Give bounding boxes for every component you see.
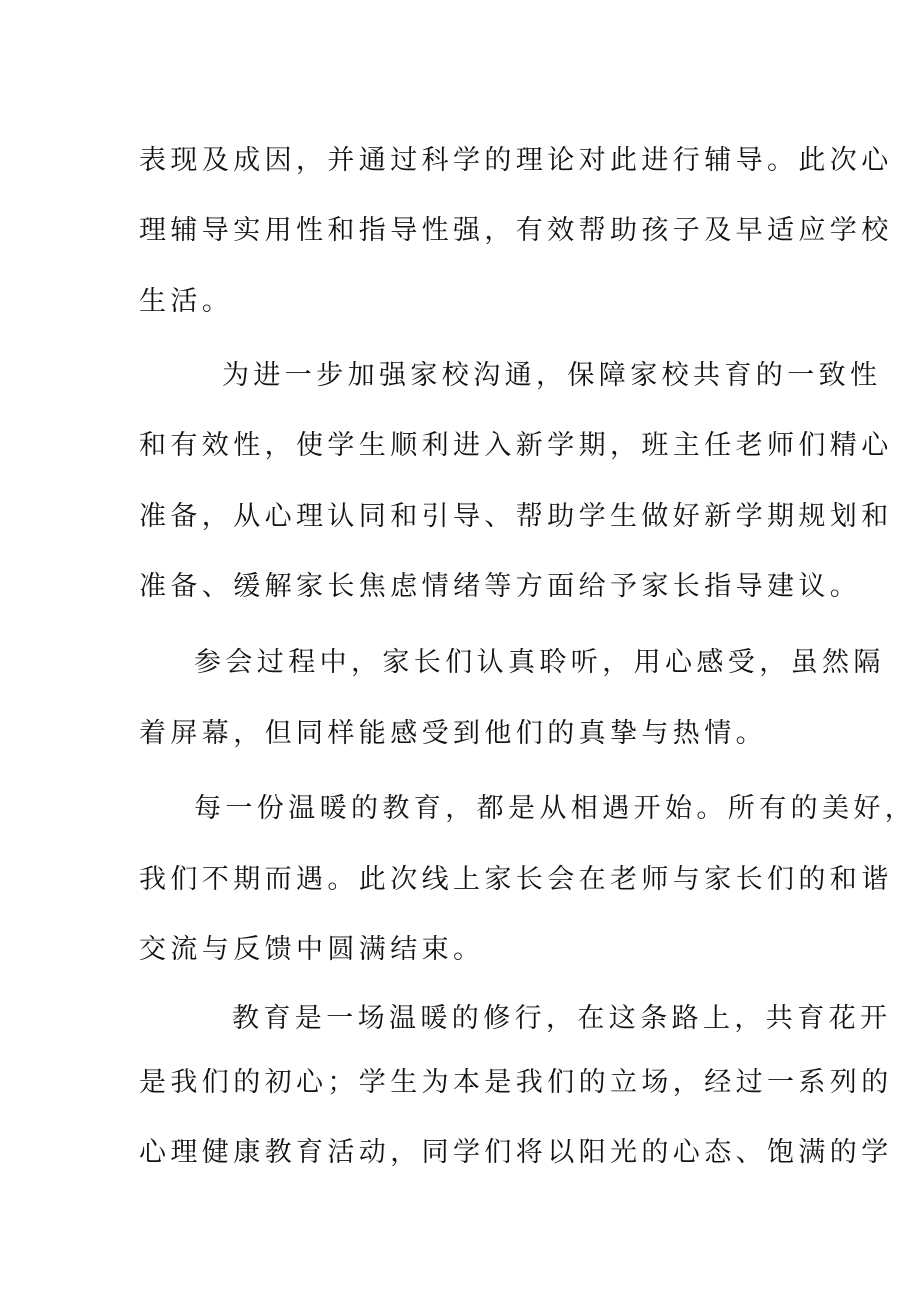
- text-line: 生活。: [139, 286, 234, 317]
- text-line: 教育是一场温暖的修行，在这条路上，共育花开: [232, 1003, 892, 1034]
- text-line: 交流与反馈中圆满结束。: [139, 934, 485, 965]
- text-line: 准备，从心理认同和引导、帮助学生做好新学期规划和: [139, 501, 893, 532]
- text-line: 心理健康教育活动，同学们将以阳光的心态、饱满的学: [139, 1137, 893, 1168]
- text-line: 准备、缓解家长焦虑情绪等方面给予家长指导建议。: [139, 571, 862, 602]
- text-line: 和有效性，使学生顺利进入新学期，班主任老师们精心: [139, 430, 893, 461]
- text-line: 我们不期而遇。此次线上家长会在老师与家长们的和谐: [139, 864, 893, 895]
- text-line: 为进一步加强家校沟通，保障家校共育的一致性: [222, 360, 882, 391]
- text-line: 参会过程中，家长们认真聆听，用心感受，虽然隔: [194, 647, 885, 678]
- text-line: 是我们的初心；学生为本是我们的立场，经过一系列的: [139, 1067, 893, 1098]
- text-line: 理辅导实用性和指导性强，有效帮助孩子及早适应学校: [139, 215, 893, 246]
- text-line: 每一份温暖的教育，都是从相遇开始。所有的美好，: [194, 793, 917, 824]
- text-line: 表现及成因，并通过科学的理论对此进行辅导。此次心: [139, 145, 893, 176]
- text-line: 着屏幕，但同样能感受到他们的真挚与热情。: [139, 718, 767, 749]
